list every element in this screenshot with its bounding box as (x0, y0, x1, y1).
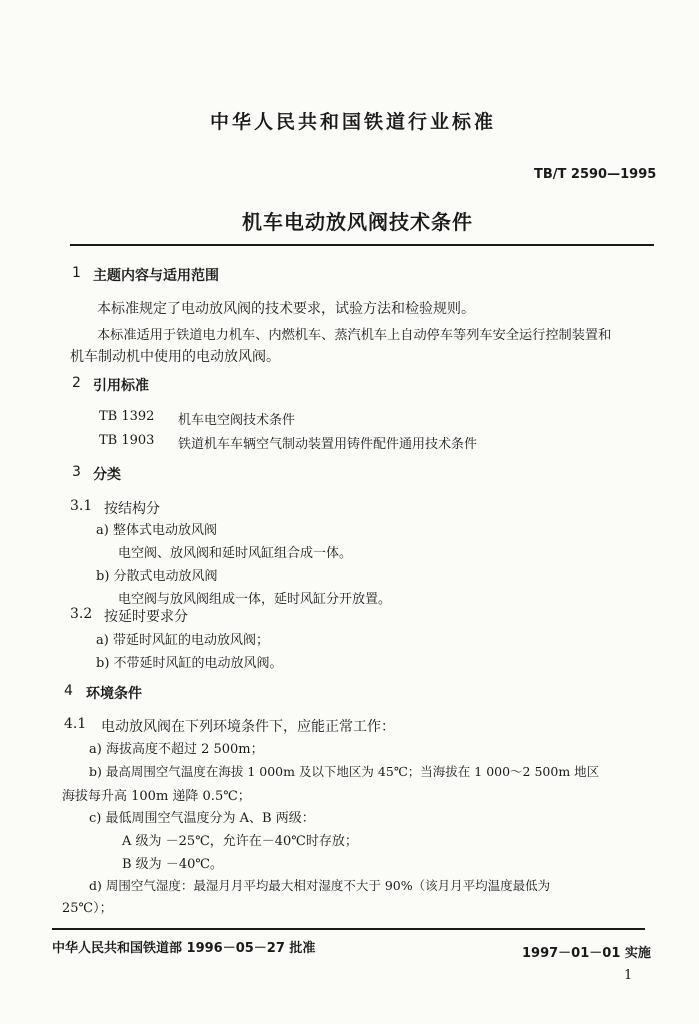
section-1-para-2-line-2: 机车制动机中使用的电动放风阀。 (70, 349, 280, 365)
standard-code: TB/T 2590—1995 (534, 167, 657, 182)
section-2-title: 引用标准 (93, 378, 149, 394)
subsection-3-2-title: 按延时要求分 (104, 609, 188, 625)
item-3-2-a: a) 带延时风缸的电动放风阀； (96, 633, 269, 648)
implementation-date: 1997－01－01 实施 (522, 946, 651, 961)
item-4-1-c-class-b: B 级为 －40℃。 (122, 857, 223, 872)
document-title: 机车电动放风阀技术条件 (242, 210, 473, 234)
item-4-1-c: c) 最低周围空气温度分为 A、B 两级： (89, 811, 315, 826)
item-4-1-b-line-1: b) 最高周围空气温度在海拔 1 000m 及以下地区为 45℃；当海拔在 1 000～2 500m 地区 (89, 764, 600, 779)
item-4-1-a: a) 海拔高度不超过 2 500m； (89, 742, 264, 757)
item-4-1-d-line-2: 25℃）； (62, 901, 113, 916)
subsection-3-2-number: 3.2 (70, 606, 93, 622)
subsection-3-1-title: 按结构分 (104, 501, 160, 517)
item-4-1-c-class-a: A 级为 －25℃，允许在－40℃时存放； (122, 834, 358, 849)
section-2-number: 2 (72, 375, 81, 391)
section-4-title: 环境条件 (86, 686, 142, 702)
item-3-1-b-desc: 电空阀与放风阀组成一体，延时风缸分开放置。 (118, 592, 392, 607)
section-3-number: 3 (72, 464, 81, 480)
section-1-title: 主题内容与适用范围 (93, 268, 219, 284)
reference-name: 机车电空阀技术条件 (178, 413, 296, 428)
section-1-para-2-line-1: 本标准适用于铁道电力机车、内燃机车、蒸汽机车上自动停车等列车安全运行控制装置和 (97, 328, 612, 343)
approval-statement: 中华人民共和国铁道部 1996－05－27 批准 (52, 941, 316, 956)
item-3-2-b: b) 不带延时风缸的电动放风阀。 (96, 656, 283, 671)
item-4-1-d-line-1: d) 周围空气湿度：最湿月月平均最大相对湿度不大于 90%（该月月平均温度最低为 (89, 878, 551, 893)
item-4-1-b-line-2: 海拔每升高 100m 递降 0.5℃； (62, 789, 251, 804)
subsection-4-1-number: 4.1 (64, 716, 87, 732)
item-3-1-a: a) 整体式电动放风阀 (96, 523, 217, 538)
issuing-body-heading: 中华人民共和国铁道行业标准 (210, 111, 497, 133)
reference-name: 铁道机车车辆空气制动装置用铸件配件通用技术条件 (178, 437, 478, 452)
title-rule (70, 244, 654, 246)
subsection-4-1-text: 电动放风阀在下列环境条件下，应能正常工作： (101, 719, 395, 735)
footer-rule (52, 928, 645, 930)
section-1-para-1: 本标准规定了电动放风阀的技术要求，试验方法和检验规则。 (97, 301, 475, 317)
subsection-3-1-number: 3.1 (70, 498, 93, 514)
section-4-number: 4 (64, 683, 73, 699)
reference-code: TB 1392 (99, 409, 155, 424)
reference-code: TB 1903 (99, 433, 155, 448)
item-3-1-b: b) 分散式电动放风阀 (96, 569, 218, 584)
section-3-title: 分类 (93, 467, 121, 483)
section-1-number: 1 (72, 265, 81, 281)
item-3-1-a-desc: 电空阀、放风阀和延时风缸组合成一体。 (118, 546, 353, 561)
page-number: 1 (624, 968, 633, 983)
